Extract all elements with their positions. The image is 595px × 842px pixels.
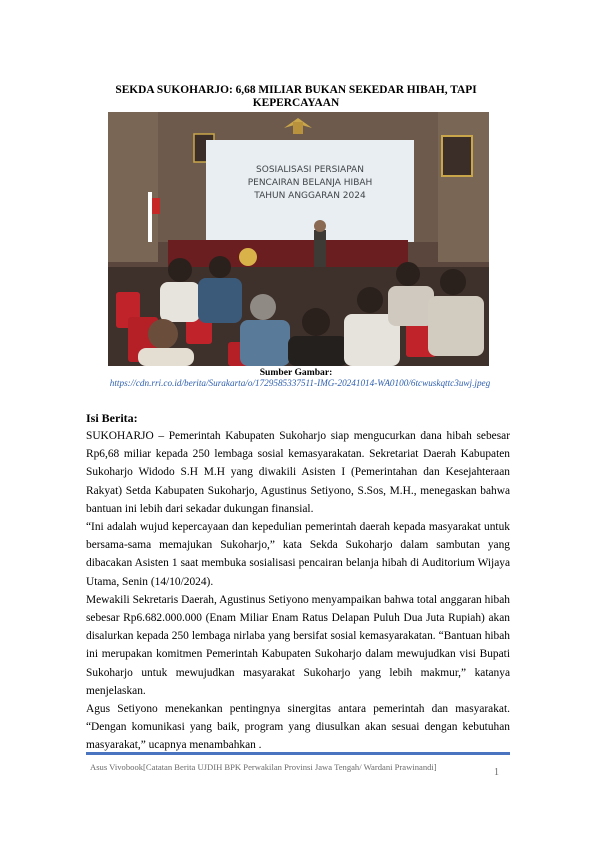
paragraph: Agus Setiyono menekankan pentingnya sinergitas antara pemerintah dan masyarakat. “Dengan komunikasi yang baik, program yang diusulkan akan sesuai dengan kebutuhan masyarakat,” ucapnya menambahkan . — [86, 703, 510, 752]
page-number: 1 — [494, 767, 499, 778]
screen-text-1: SOSIALISASI PERSIAPAN — [256, 165, 364, 175]
paragraph: “Ini adalah wujud kepercayaan dan kepedulian pemerintah daerah kepada masyarakat untuk bersama-sama memajukan Sukoharjo,” kata Sekda Sukoharjo dalam sambutan yang dibacakan Asisten 1 saat membuka sosialisasi pencairan belanja hibah di Auditorium Wijaya Utama, Senin (14/10/2024). — [86, 521, 510, 588]
screen-text-3: TAHUN ANGGARAN 2024 — [254, 191, 366, 201]
footer-divider — [86, 752, 510, 755]
photo-illustration — [108, 112, 489, 366]
image-source-link[interactable]: https://cdn.rri.co.id/berita/Surakarta/o/1729585337511-IMG-20241014-WA0100/6tcwuskqttc3uwj.jpeg — [109, 378, 491, 388]
paragraph: SUKOHARJO – Pemerintah Kabupaten Sukoharjo siap mengucurkan dana hibah sebesar Rp6,68 miliar kepada 250 lembaga sosial kemasyarakatan. Sekretariat Daerah Kabupaten Sukoharjo Widodo S.H M.H yang diwakili Asisten I (Pemerintahan dan Kesejahteraan Rakyat) Setda Kabupaten Sukoharjo, Agustinus Setiyono, S.Sos, M.H., menegaskan bahwa bantuan ini lebih dari sekadar dukungan finansial. — [86, 430, 510, 515]
news-photo — [108, 112, 489, 366]
article-title: SEKDA SUKOHARJO: 6,68 MILIAR BUKAN SEKEDAR HIBAH, TAPI KEPERCAYAAN — [115, 84, 477, 109]
footer-text: Asus Vivobook[Catatan Berita UJDIH BPK Perwakilan Provinsi Jawa Tengah/ Wardani Prawinandi] — [90, 762, 437, 772]
screen-text-2: PENCAIRAN BELANJA HIBAH — [247, 178, 373, 188]
section-heading: Isi Berita: — [86, 411, 138, 425]
image-source-label: Sumber Gambar: — [259, 367, 333, 378]
paragraph: Mewakili Sekretaris Daerah, Agustinus Setiyono menyampaikan bahwa total anggaran hibah sebesar Rp6.682.000.000 (Enam Miliar Enam Ratus Delapan Puluh Dua Juta Rupiah) akan disalurkan kepada 250 lembaga nirlaba yang bersifat sosial kemasyarakatan. “Bantuan hibah ini merupakan komitmen Pemerintah Kabupaten Sukoharjo dalam mewujudkan visi Bupati Sukoharjo untuk mewujudkan masyarakat Sukoharjo yang lebih makmur,” katanya menjelaskan. — [86, 593, 510, 697]
article-body — [86, 427, 510, 755]
